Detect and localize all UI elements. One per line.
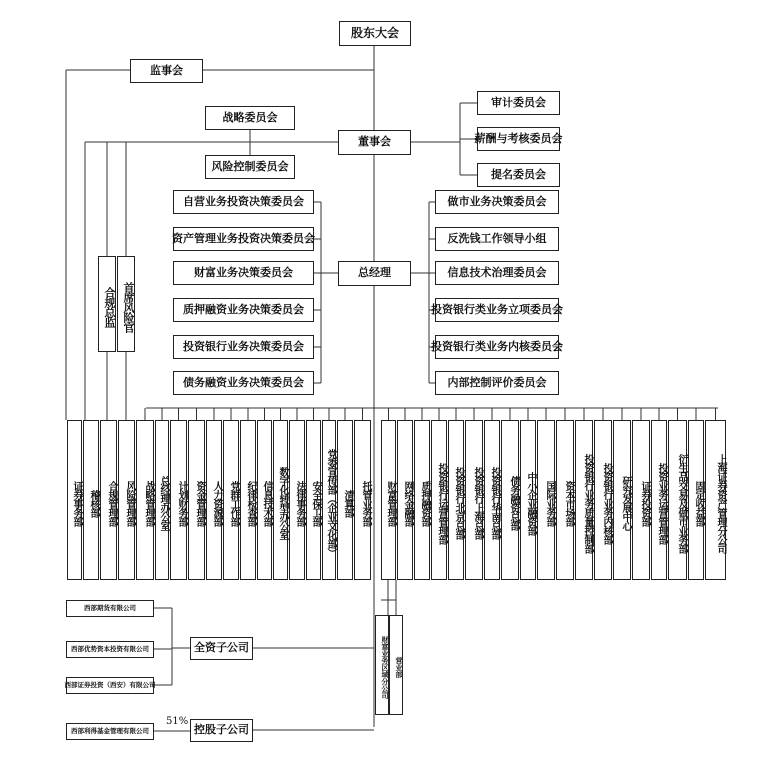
wholly-owned-subsidiaries-box: 全资子公司	[190, 637, 253, 660]
gm-committee-right: 做市业务决策委员会	[435, 190, 559, 214]
subsidiary-xian-box: 西部证券投资（西安）有限公司	[66, 677, 154, 694]
department-box: 质押融资部	[414, 420, 430, 580]
subsidiary-capital-box: 西部优势资本投资有限公司	[66, 641, 154, 658]
department-box: 投资银行业务内核部	[594, 420, 612, 580]
gm-committee-right: 投资银行类业务立项委员会	[435, 298, 559, 322]
department-box: 国际业务部	[537, 420, 555, 580]
gm-committee-left: 财富业务决策委员会	[173, 261, 314, 285]
board-committee-risk: 风险控制委员会	[205, 155, 295, 179]
subsidiary-futures-box: 西部期货有限公司	[66, 600, 154, 617]
department-box: 信息技术部	[257, 420, 272, 580]
department-box: 网络金融部	[397, 420, 413, 580]
department-box: 总经理办公室	[155, 420, 169, 580]
wealth-regional-branch-box: 财富业务区域分公司	[375, 615, 389, 715]
department-box: 证券投资部	[632, 420, 650, 580]
department-box: 法律事务部	[289, 420, 305, 580]
gm-committee-right: 反洗钱工作领导小组	[435, 227, 559, 251]
department-box: 纪律检查部	[240, 420, 256, 580]
department-box: 中小企业融资部	[520, 420, 536, 580]
department-box: 固定收益部	[688, 420, 704, 580]
department-box: 党委宣传部（企业文化部）	[322, 420, 336, 580]
department-box: 资本市场部	[556, 420, 574, 580]
gm-box: 总经理	[338, 261, 411, 286]
department-box: 投资业务运营管理部	[651, 420, 667, 580]
holding-share-label: 51%	[166, 716, 189, 727]
subsidiary-fund-box: 西部利得基金管理有限公司	[66, 723, 154, 740]
gm-committee-left: 质押融资业务决策委员会	[173, 298, 314, 322]
compliance-director-box: 合规总监	[98, 256, 116, 352]
department-box: 人力资源部	[206, 420, 222, 580]
department-box: 投资银行业务质量控制部	[575, 420, 593, 580]
department-box: 数字化转型办公室	[273, 420, 288, 580]
department-box: 证券事务部	[67, 420, 82, 580]
department-box: 安全保卫部	[306, 420, 321, 580]
gm-committee-right: 投资银行类业务内核委员会	[435, 335, 559, 359]
chief-risk-officer-box: 首席风险官	[117, 256, 135, 352]
department-box: 战略管理部	[136, 420, 154, 580]
department-box: 投资银行华南总部	[484, 420, 500, 580]
department-box: 财富管理部	[381, 420, 396, 580]
shareholders-box: 股东大会	[339, 21, 411, 46]
board-committee-strategy: 战略委员会	[205, 106, 295, 130]
board-committee-nomination: 提名委员会	[477, 163, 560, 187]
department-box: 投资银行北京总部	[448, 420, 464, 580]
department-box: 托管业务部	[354, 420, 371, 580]
board-box: 董事会	[338, 130, 411, 155]
department-box: 计划财务部	[170, 420, 187, 580]
gm-committee-left: 资产管理业务投资决策委员会	[173, 227, 314, 251]
gm-committee-left: 债务融资业务决策委员会	[173, 371, 314, 395]
department-box: 稽核部	[83, 420, 99, 580]
department-box: 研究发展中心	[613, 420, 631, 580]
department-box: 上海证券资产管理分公司	[705, 420, 726, 580]
department-box: 投资银行上海总部	[465, 420, 483, 580]
department-box: 合规管理部	[100, 420, 117, 580]
department-box: 风险管理部	[118, 420, 135, 580]
board-committee-audit: 审计委员会	[477, 91, 560, 115]
board-committee-pay: 薪酬与考核委员会	[477, 127, 560, 151]
department-box: 衍生品交易及做市业务部	[668, 420, 687, 580]
department-box: 资金管理部	[188, 420, 205, 580]
department-box: 党群工作部	[223, 420, 239, 580]
department-box: 投资银行运营管理部	[431, 420, 447, 580]
gm-committee-left: 自营业务投资决策委员会	[173, 190, 314, 214]
supervisors-box: 监事会	[130, 59, 203, 83]
department-box: 清算部	[337, 420, 353, 580]
gm-committee-left: 投资银行业务决策委员会	[173, 335, 314, 359]
holding-subsidiaries-box: 控股子公司	[190, 719, 253, 742]
gm-committee-right: 信息技术治理委员会	[435, 261, 559, 285]
department-box: 债务融资总部	[501, 420, 519, 580]
gm-committee-right: 内部控制评价委员会	[435, 371, 559, 395]
sales-office-box: 营业部	[389, 615, 403, 715]
